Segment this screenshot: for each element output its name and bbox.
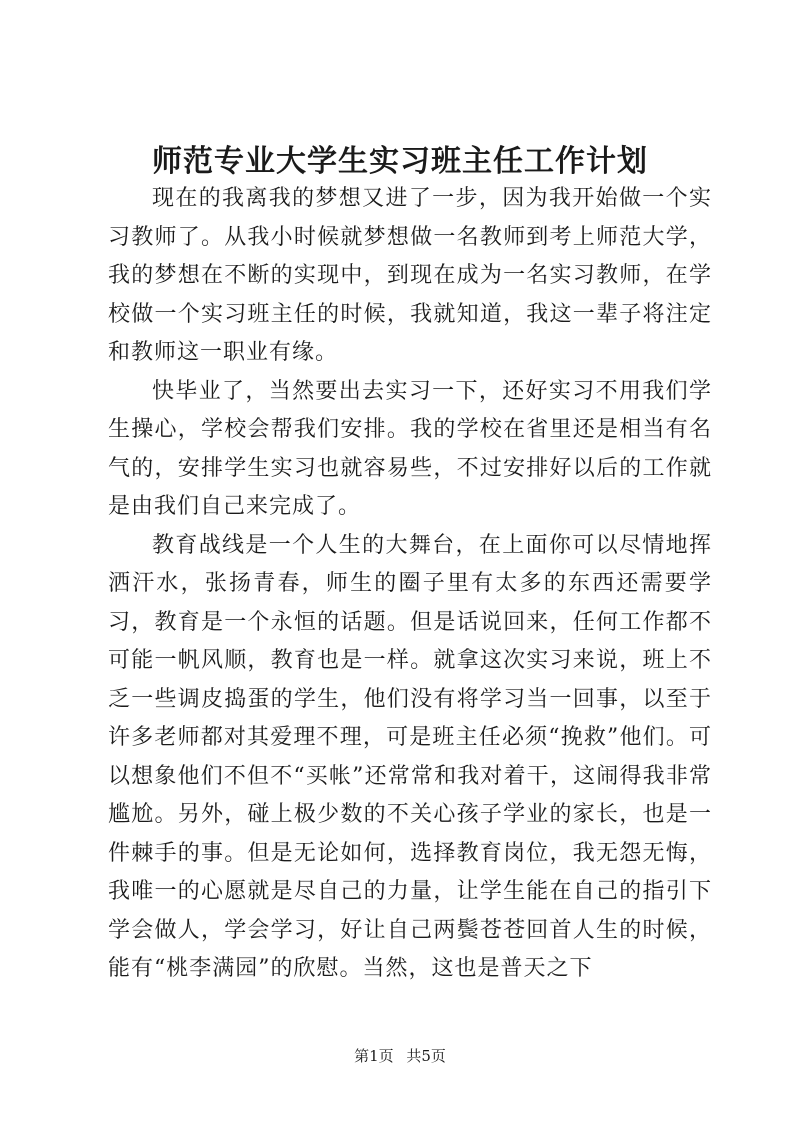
paragraph: 现在的我离我的梦想又进了一步，因为我开始做一个实习教师了。从我小时候就梦想做一名教师到考上师范大学，我的梦想在不断的实现中，到现在成为一名实习教师，在学校做一个实习班主任的时候，我就知道，我这一辈子将注定和教师这一职业有缘。 (108, 186, 712, 365)
document-title: 师范专业大学生实习班主任工作计划 (152, 144, 648, 179)
paragraph: 快毕业了，当然要出去实习一下，还好实习不用我们学生操心，学校会帮我们安排。我的学校在省里还是相当有名气的，安排学生实习也就容易些，不过安排好以后的工作就是由我们自己来完成了。 (108, 378, 712, 519)
page-number: 第1页 (354, 1047, 394, 1065)
document-body (108, 180, 712, 989)
paragraph: 教育战线是一个人生的大舞台，在上面你可以尽情地挥洒汗水，张扬青春，师生的圈子里有太多的东西还需要学习，教育是一个永恒的话题。但是话说回来，任何工作都不可能一帆风顺，教育也是一样。就拿这次实习来说，班上不乏一些调皮捣蛋的学生，他们没有将学习当一回事，以至于许多老师都对其爱理不理，可是班主任必须“挽救”他们。可以想象他们不但不“买帐”还常常和我对着干，这闹得我非常尴尬。另外，碰上极少数的不关心孩子学业的家长，也是一件棘手的事。但是无论如何，选择教育岗位，我无怨无悔，我唯一的心愿就是尽自己的力量，让学生能在自己的指引下学会做人，学会学习，好让自己两鬓苍苍回首人生的时候，能有“桃李满园”的欣慰。当然，这也是普天之下 (108, 532, 712, 981)
page-footer (0, 1046, 800, 1066)
page-total: 共5页 (406, 1047, 446, 1065)
